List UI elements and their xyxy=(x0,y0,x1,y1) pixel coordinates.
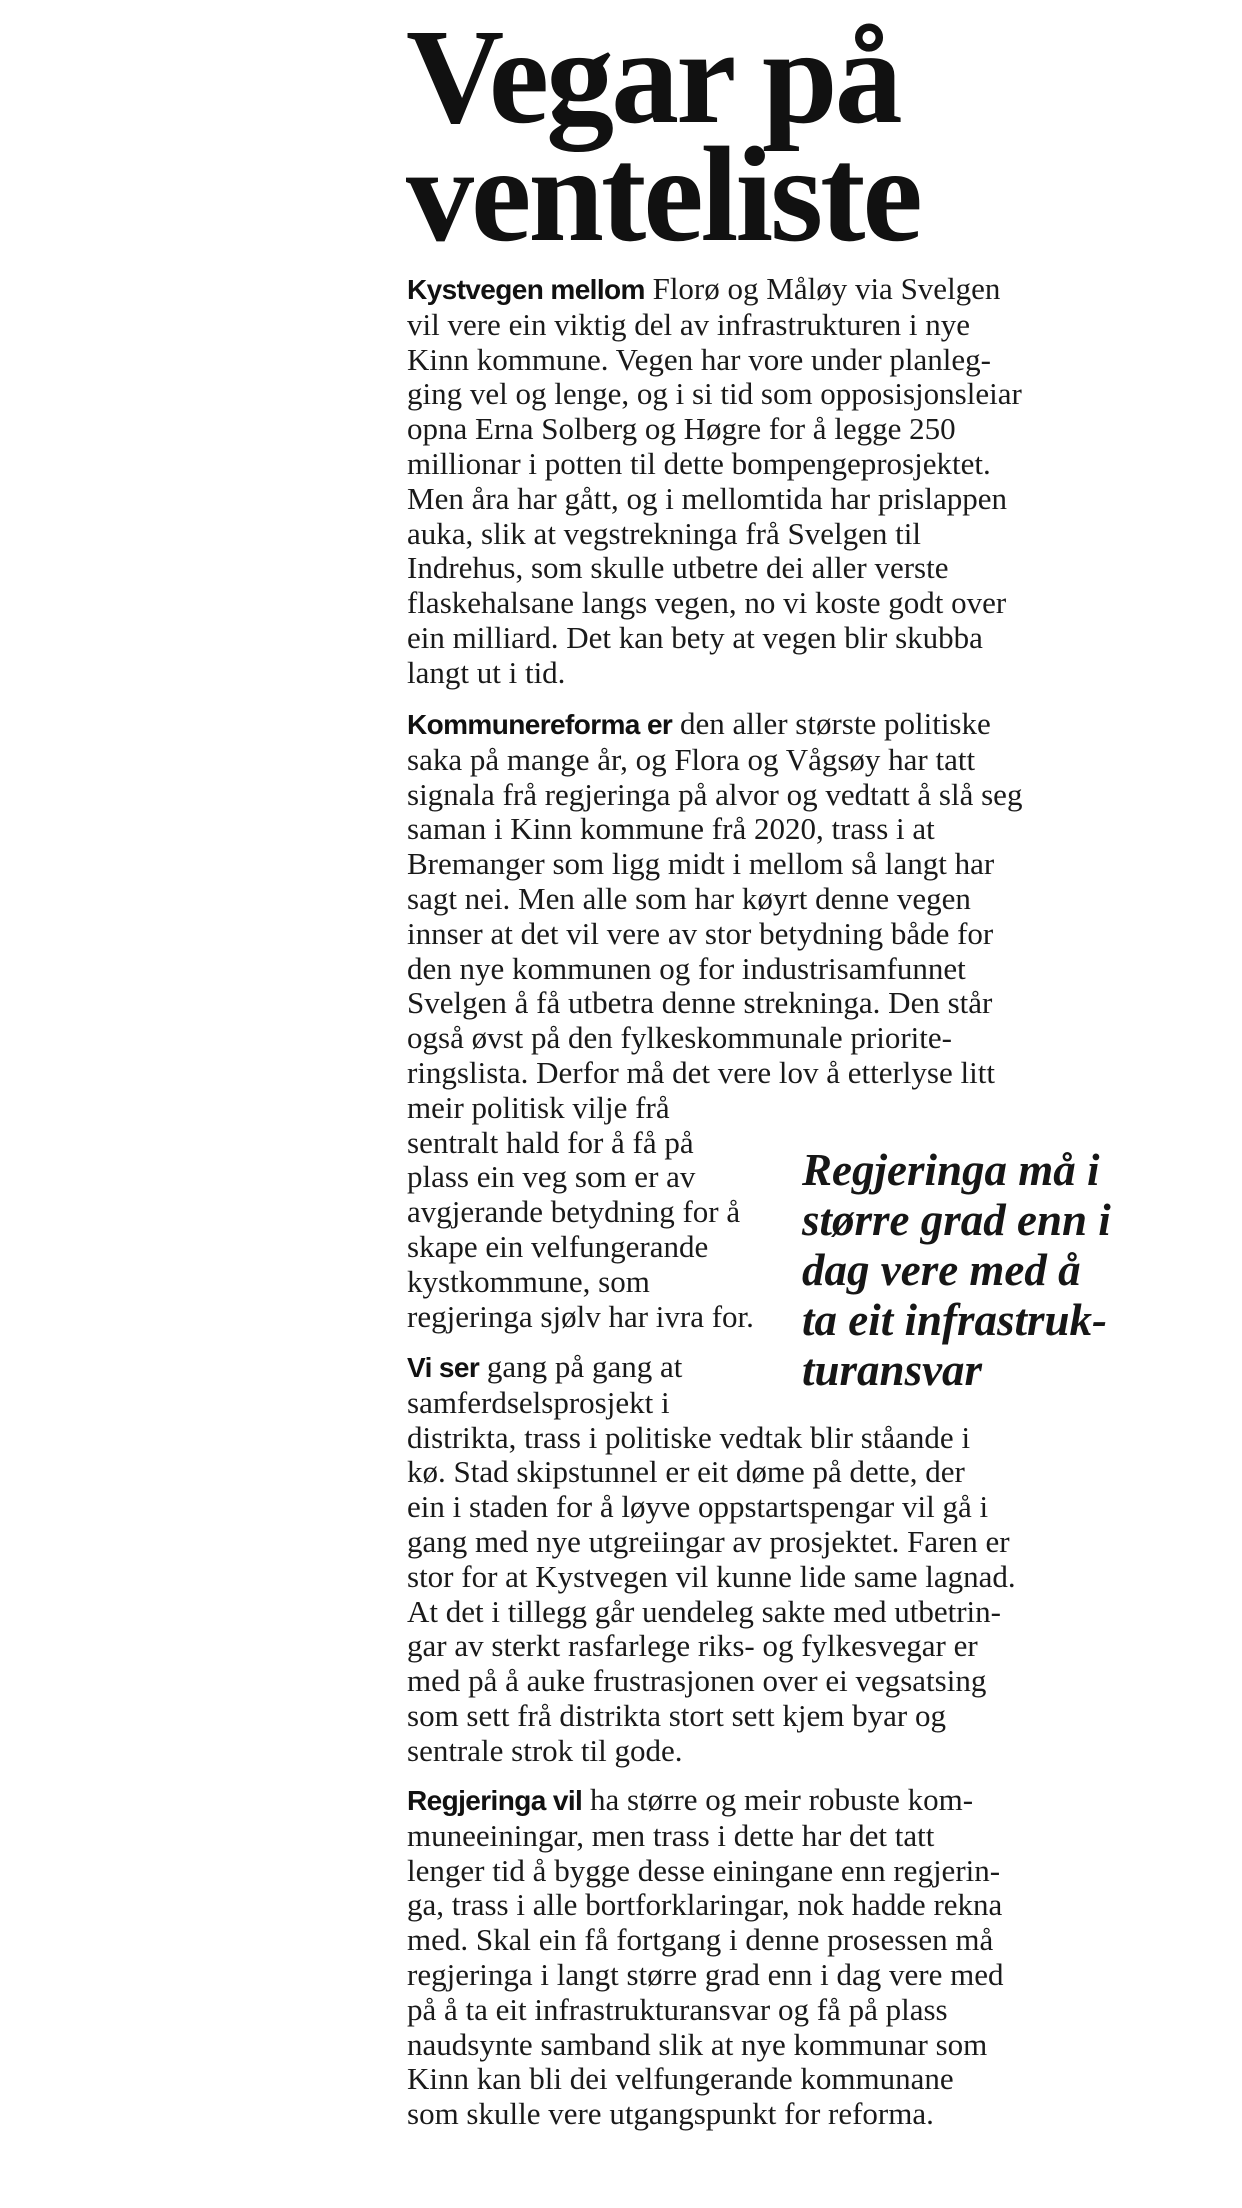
body-line: Men åra har gått, og i mellomtida har prislappen xyxy=(407,480,1008,516)
body-line: sentrale strok til gode. xyxy=(407,1732,683,1768)
body-line: samferdselsprosjekt i xyxy=(407,1384,670,1420)
paragraph-regjeringa-vil xyxy=(407,1783,1004,2132)
paragraph-kystvegen xyxy=(407,272,1022,691)
body-line: vil vere ein viktig del av infrastrukturen i nye xyxy=(407,306,970,342)
body-line: langt ut i tid. xyxy=(407,654,566,690)
body-line: meir politisk vilje frå xyxy=(407,1089,670,1125)
body-line: stor for at Kystvegen vil kunne lide same lagnad. xyxy=(407,1558,1016,1594)
body-line: ein i staden for å løyve oppstartspengar vil gå i xyxy=(407,1489,989,1525)
body-line: avgjerande betydning for å xyxy=(407,1194,741,1230)
body-line: også øvst på den fylkeskommunale priorite- xyxy=(407,1020,952,1056)
pull-quote-line: Regjeringa må i xyxy=(802,1145,1100,1195)
body-line: Svelgen å få utbetra denne strekninga. Den står xyxy=(407,985,993,1021)
body-line: ringslista. Derfor må det vere lov å etterlyse litt xyxy=(407,1054,995,1090)
pull-quote-line: ta eit infrastruk- xyxy=(802,1295,1108,1345)
pull-quote-line: større grad enn i xyxy=(802,1195,1111,1245)
lead-in: Vi ser xyxy=(407,1352,480,1383)
body-line: auka, slik at vegstrekninga frå Svelgen til xyxy=(407,515,921,551)
body-line: Kinn kommune. Vegen har vore under planleg- xyxy=(407,341,991,377)
body-line: kystkommune, som xyxy=(407,1263,650,1299)
body-line: Kinn kan bli dei velfungerande kommunane xyxy=(407,2061,954,2097)
body-line: Kystvegen mellom Florø og Måløy via Svelgen xyxy=(407,271,1001,306)
body-line: lenger tid å bygge desse einingane enn regjerin- xyxy=(407,1852,1001,1888)
body-line: sentralt hald for å få på xyxy=(407,1124,694,1160)
body-line: med på å auke frustrasjonen over ei vegsatsing xyxy=(407,1663,987,1699)
body-line: Vi ser gang på gang at xyxy=(407,1349,683,1384)
body-line: naudsynte samband slik at nye kommunar som xyxy=(407,2026,988,2062)
body-line: Regjeringa vil ha større og meir robuste kom- xyxy=(407,1782,974,1817)
body-line: skape ein velfungerande xyxy=(407,1228,709,1264)
headline-line: Vegar på xyxy=(406,2,900,152)
body-line: plass ein veg som er av xyxy=(407,1159,696,1195)
pull-quote-line: turansvar xyxy=(802,1345,983,1395)
body-line: millionar i potten til dette bompengeprosjektet. xyxy=(407,445,991,481)
body-line: saka på mange år, og Flora og Vågsøy har tatt xyxy=(407,741,976,777)
body-line: gang med nye utgreiingar av prosjektet. Faren er xyxy=(407,1523,1010,1559)
body-line: den nye kommunen og for industrisamfunnet xyxy=(407,950,966,986)
body-line: kø. Stad skipstunnel er eit døme på dette, der xyxy=(407,1454,965,1490)
lead-in: Kystvegen mellom xyxy=(407,274,645,305)
body-line: gar av sterkt rasfarlege riks- og fylkesvegar er xyxy=(407,1628,978,1664)
pull-quote xyxy=(802,1145,1162,1395)
body-line: ga, trass i alle bortforklaringar, nok hadde rekna xyxy=(407,1887,1003,1923)
body-line: regjeringa i langt større grad enn i dag vere med xyxy=(407,1956,1004,1992)
body-line: saman i Kinn kommune frå 2020, trass i at xyxy=(407,811,935,847)
lead-in: Regjeringa vil xyxy=(407,1785,583,1816)
paragraph-vi-ser xyxy=(407,1350,1016,1769)
lead-in: Kommunereforma er xyxy=(407,709,673,740)
body-line: At det i tillegg går uendeleg sakte med utbetrin- xyxy=(407,1593,1001,1629)
body-line: regjeringa sjølv har ivra for. xyxy=(407,1298,754,1334)
body-line: på å ta eit infrastrukturansvar og få på plass xyxy=(407,1991,948,2027)
body-line: Bremanger som ligg midt i mellom så langt har xyxy=(407,846,995,882)
body-line: som skulle vere utgangspunkt for reforma. xyxy=(407,2096,934,2132)
pull-quote-line: dag vere med å xyxy=(802,1245,1081,1295)
body-line: som sett frå distrikta stort sett kjem byar og xyxy=(407,1697,946,1733)
body-line: flaskehalsane langs vegen, no vi koste godt over xyxy=(407,585,1007,621)
body-line: Kommunereforma er den aller største politiske xyxy=(407,706,991,741)
headline xyxy=(406,2,1186,270)
body-line: ging vel og lenge, og i si tid som opposisjonsleiar xyxy=(407,376,1022,412)
headline-line: venteliste xyxy=(406,120,920,270)
body-line: opna Erna Solberg og Høgre for å legge 250 xyxy=(407,411,956,447)
body-line: med. Skal ein få fortgang i denne prosessen må xyxy=(407,1922,994,1958)
body-line: muneeiningar, men trass i dette har det tatt xyxy=(407,1817,935,1853)
body-line: innser at det vil vere av stor betydning både for xyxy=(407,915,994,951)
body-line: distrikta, trass i politiske vedtak blir ståande i xyxy=(407,1419,971,1455)
body-line: Indrehus, som skulle utbetre dei aller verste xyxy=(407,550,949,586)
body-line: ein milliard. Det kan bety at vegen blir skubba xyxy=(407,619,983,655)
body-line: signala frå regjeringa på alvor og vedtatt å slå seg xyxy=(407,776,1023,812)
body-line: sagt nei. Men alle som har køyrt denne vegen xyxy=(407,880,971,916)
